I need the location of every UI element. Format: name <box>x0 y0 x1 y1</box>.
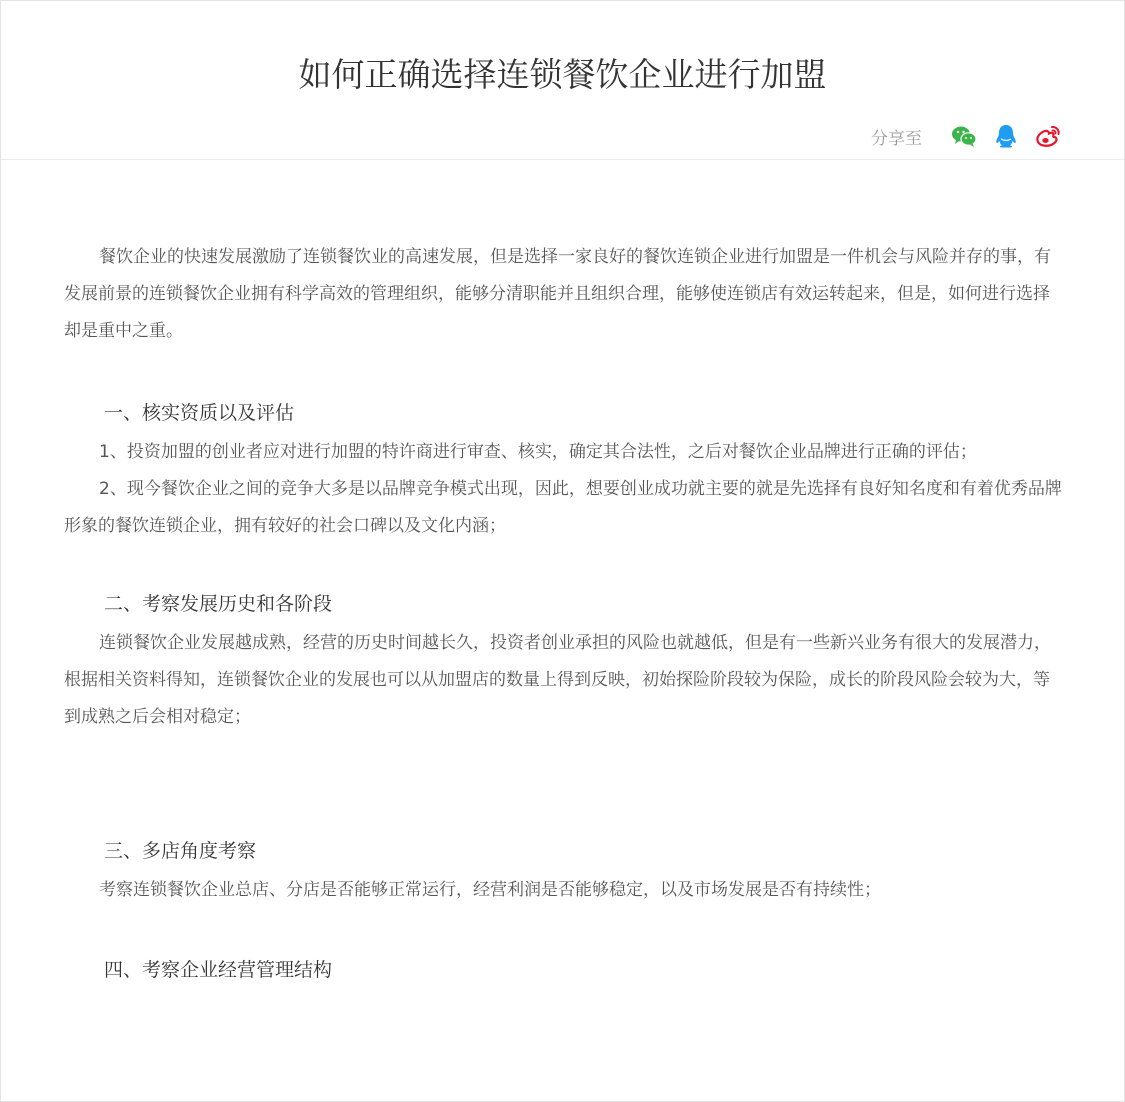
page-title: 如何正确选择连锁餐饮企业进行加盟 <box>298 55 827 94</box>
share-label: 分享至 <box>871 128 922 149</box>
section-heading-4: 四、考察企业经营管理结构 <box>104 959 333 981</box>
section-heading-3: 三、多店角度考察 <box>104 840 257 862</box>
article-header <box>1 1 1124 160</box>
share-bar <box>871 120 1062 152</box>
intro-paragraph: 餐饮企业的快速发展激励了连锁餐饮业的高速发展，但是选择一家良好的餐饮连锁企业进行加盟是一件机会与风险并存的事，有发展前景的连锁餐饮企业拥有科学高效的管理组织，能够分清职能并且组织合理，能够使连锁店有效运转起来，但是，如何进行选择却是重中之重。 <box>64 247 1051 341</box>
section-3-paragraph-1: 考察连锁餐饮企业总店、分店是否能够正常运行，经营利润是否能够稳定，以及市场发展是否有持续性； <box>99 880 881 900</box>
section-1-paragraph-2: 2、现今餐饮企业之间的竞争大多是以品牌竞争模式出现，因此，想要创业成功就主要的就是先选择有良好知名度和有着优秀品牌形象的餐饮连锁企业，拥有较好的社会口碑以及文化内涵； <box>64 479 1062 536</box>
article-body <box>64 239 1064 987</box>
qq-icon[interactable] <box>992 122 1020 150</box>
section-1-paragraph-1: 1、投资加盟的创业者应对进行加盟的特许商进行审查、核实，确定其合法性，之后对餐饮企业品牌进行正确的评估； <box>99 442 977 462</box>
section-heading-2: 二、考察发展历史和各阶段 <box>104 593 333 615</box>
section-2-paragraph-1: 连锁餐饮企业发展越成熟，经营的历史时间越长久，投资者创业承担的风险也就越低，但是有一些新兴业务有很大的发展潜力，根据相关资料得知，连锁餐饮企业的发展也可以从加盟店的数量上得到反映，初始探险阶段较为保险，成长的阶段风险会较为大，等到成熟之后会相对稳定； <box>64 633 1051 727</box>
weibo-icon[interactable] <box>1034 122 1062 150</box>
section-heading-1: 一、核实资质以及评估 <box>104 402 295 424</box>
wechat-icon[interactable] <box>950 122 978 150</box>
